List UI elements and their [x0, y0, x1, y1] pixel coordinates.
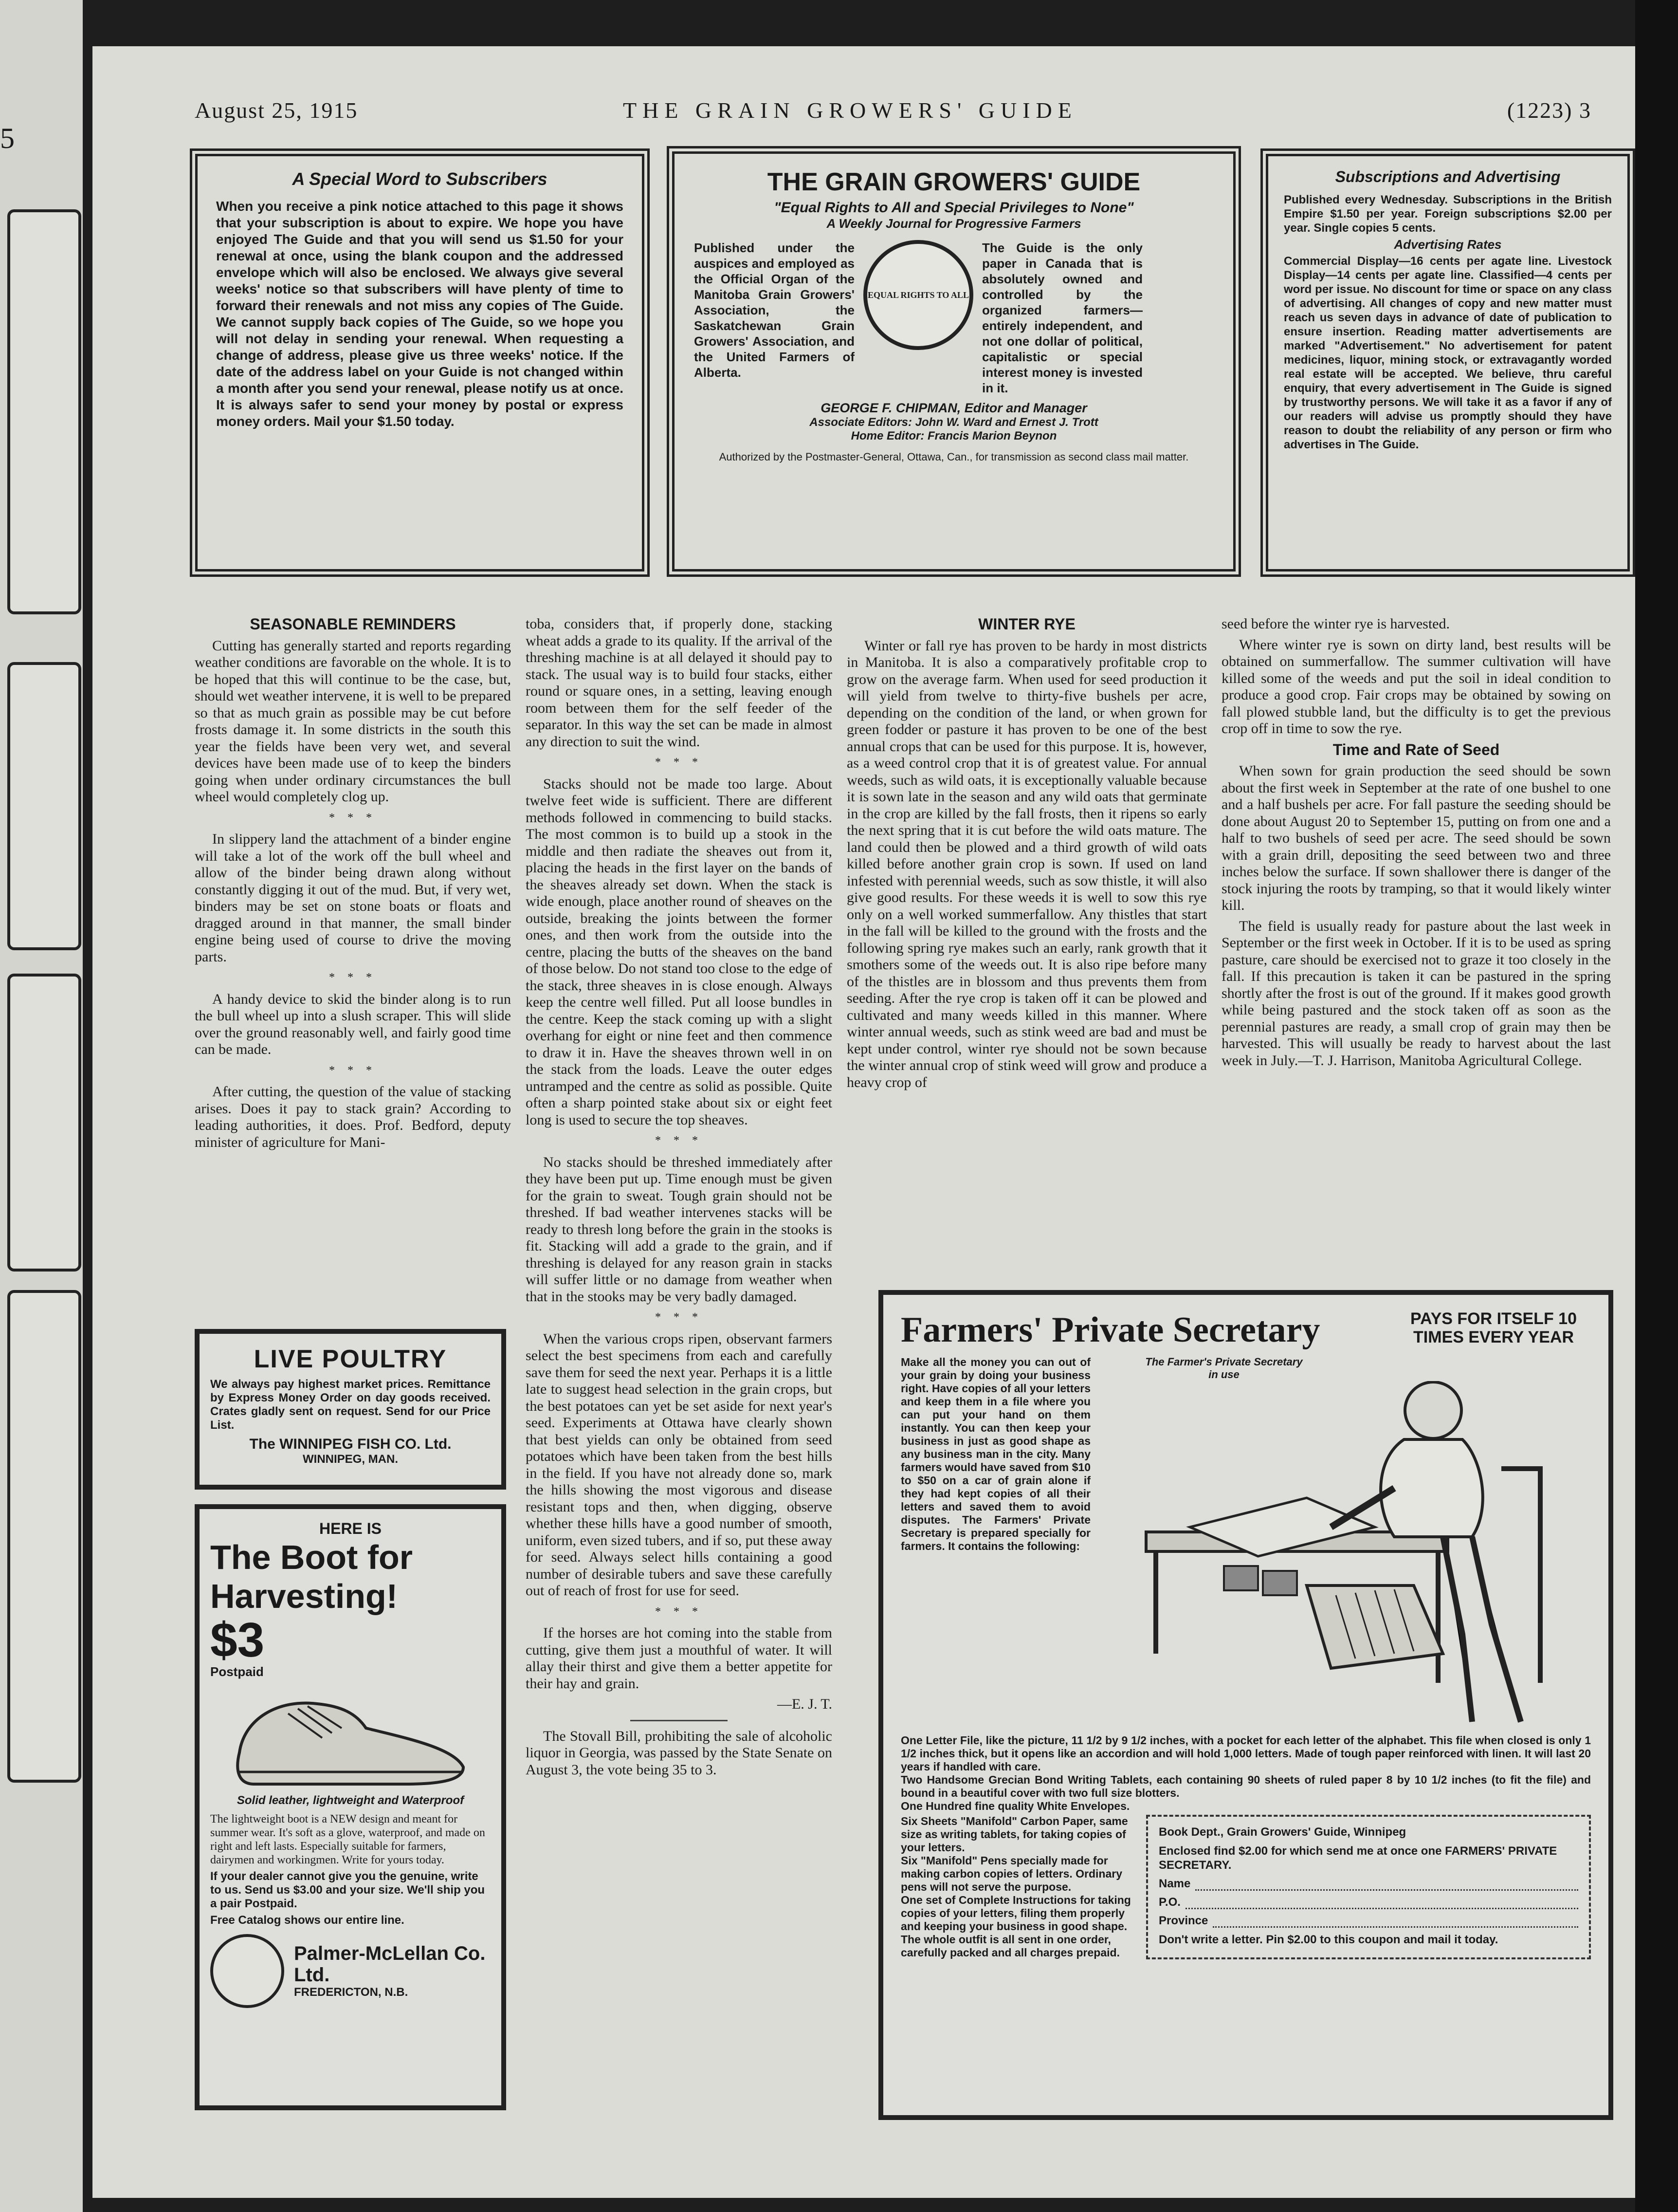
secretary-ad-item: The whole outfit is all sent in one order, carefully packed and all charges prepaid.	[901, 1933, 1120, 1959]
previous-page-number: 5	[0, 122, 15, 154]
secretary-ad-illustration-caption: The Farmer's Private Secretary in use	[1145, 1356, 1303, 1381]
article-paragraph: In slippery land the attachment of a binder engine will take a lot of the work off the bull wheel and allow of the binder being drawn along without constantly digging it out of the mud. But, if very wet, binders may be set on stone boats or floats and dragged around in that manner, the small binder engine being used of course to drive the moving parts.	[195, 831, 511, 965]
boot-ad-price: $3	[210, 1613, 265, 1667]
article-winter-rye	[847, 616, 1207, 1095]
secretary-ad-item: Six "Manifold" Pens specially made for making carbon copies of letters. Ordinary pens will not serve the purpose.	[901, 1854, 1123, 1893]
coupon-province-label: Province	[1159, 1914, 1208, 1927]
masthead-associates: Associate Editors: John W. Ward and Ernest J. Trott	[809, 416, 1098, 429]
masthead-subtitle: A Weekly Journal for Progressive Farmers	[826, 216, 1081, 231]
previous-page-ad-box	[7, 1290, 81, 1783]
coupon-heading: Book Dept., Grain Growers' Guide, Winnipeg	[1159, 1825, 1406, 1839]
previous-page-ad-box	[7, 209, 81, 614]
boot-ad-intro: HERE IS	[319, 1520, 382, 1537]
previous-page-ad-box	[7, 974, 81, 1272]
article-paragraph: seed before the winter rye is harvested.	[1222, 616, 1450, 632]
coupon-name-label: Name	[1159, 1877, 1191, 1890]
section-separator: * * *	[655, 1134, 703, 1147]
article-subheading: Time and Rate of Seed	[1332, 740, 1500, 758]
secretary-ad-item: Six Sheets "Manifold" Carbon Paper, same size as writing tablets, for taking copies of your letters.	[901, 1815, 1128, 1854]
poultry-ad-city: WINNIPEG, MAN.	[303, 1453, 398, 1466]
boot-ad-caption: Solid leather, lightweight and Waterproof	[237, 1794, 464, 1807]
previous-page-ad-box	[7, 662, 81, 950]
section-separator: * * *	[329, 1064, 377, 1077]
article-heading: WINTER RYE	[978, 615, 1076, 633]
subscriptions-advertising-box	[1260, 148, 1635, 577]
article-paragraph: When sown for grain production the seed should be sown about the first week in September at the rate of one bushel to one and a half bushels per acre. For fall pasture the seeding should be done about August 20 to September 15, putting on from one and a half to two bushels of seed per acre. The seed should be sown with a grain drill, depositing the seed between two and three inches below the surface. If sown shallower there is danger of the stock injuring the roots by tramping, so that it would likely winter kill.	[1222, 763, 1611, 913]
boot-ad-postpaid: Postpaid	[210, 1664, 264, 1679]
masthead-home-editor: Home Editor: Francis Marion Beynon	[851, 429, 1057, 442]
masthead-box	[667, 146, 1241, 577]
equal-rights-seal-icon	[863, 240, 973, 350]
article-winter-rye-continued	[1222, 616, 1611, 1073]
coupon-name-field[interactable]	[1195, 1877, 1578, 1891]
article-paragraph: After cutting, the question of the value of stacking arises. Does it pay to stack grain? According to leading authorities, it does. Prof. Bedford, deputy minister of agriculture for Mani-	[195, 1084, 511, 1150]
boot-ad-body: The lightweight boot is a NEW design and meant for summer wear. It's soft as a glove, waterproof, and made on right and left lasts. Especially suitable for farmers, dairymen and workingmen. Write for yours today.	[210, 1813, 485, 1866]
article-paragraph: The field is usually ready for pasture about the last week in September or the first week in October. If it is to be used as spring pasture, care should be exercised not to graze it too closely in the fall. If this precaution is taken it can be pastured in the spring shortly after the frost is out of the ground. If it makes good growth while being pastured and the stock taken off as soon as the perennial pastures are ready, a small crop of grain may then be harvested. This will usually be ready to harvest about the last week in July.—T. J. Harrison, Manitoba Agricultural College.	[1222, 918, 1611, 1069]
subscribers-notice-body: When you receive a pink notice attached to this page it shows that your subscription is about to expire. We hope you have enjoyed The Guide and that you will send us $1.50 for your renewal at once, using the blank coupon and the addressed envelope which will also be enclosed. We always give several weeks' notice so that subscribers will have plenty of time to forward their renewals and not miss any copies of The Guide. We cannot supply back copies of The Guide, so we hope you will not delay in sending your renewal. When requesting a change of address, please give us three weeks' notice. If the date of the address label on your Guide is not changed within a month after you send your renewal, please notify us at once. It is always safer to send your money by postal or express money orders. Mail your $1.50 today.	[216, 199, 623, 429]
boot-ad-company: Palmer-McLellan Co. Ltd.	[294, 1943, 486, 1986]
masthead-editor: GEORGE F. CHIPMAN, Editor and Manager	[821, 401, 1087, 415]
masthead-right-text: The Guide is the only paper in Canada that is absolutely owned and controlled by the organized farmers—entirely independent, and not one dollar of political, capitalistic or special interest money is invested in it.	[982, 240, 1143, 395]
newspaper-page	[92, 46, 1635, 2198]
live-poultry-ad	[195, 1329, 506, 1490]
header-title: THE GRAIN GROWERS' GUIDE	[623, 98, 1077, 123]
subscribers-notice-title: A Special Word to Subscribers	[292, 169, 547, 189]
farmers-private-secretary-ad	[878, 1290, 1613, 2120]
article-stacking-continued	[526, 616, 832, 1782]
coupon-po-label: P.O.	[1159, 1896, 1181, 1909]
poultry-ad-title: LIVE POULTRY	[254, 1345, 447, 1373]
coupon-province-field[interactable]	[1213, 1914, 1578, 1928]
advertising-rates-body: Commercial Display—16 cents per agate line. Livestock Display—14 cents per agate line. Classified—4 cents per word per issue. No discount for time or space on any class of advertising. All changes of copy and new matter must reach us seven days in advance of date of publication to ensure insertion. Reading matter advertisements are marked "Advertisement." No advertisement for patent medicines, liquor, mining stock, or extravagantly worded real estate will be accepted. We believe, thru careful enquiry, that every advertisement in The Guide is signed by trustworthy persons. We will take it as a favor if any of our readers will advise us promptly should they have reason to doubt the reliability of any person or firm who advertises in The Guide.	[1284, 255, 1612, 451]
article-seasonable-reminders	[195, 616, 511, 1155]
boot-ad-city: FREDERICTON, N.B.	[294, 1986, 408, 1999]
section-separator: * * *	[655, 756, 703, 769]
boot-ad-headline: The Boot for Harvesting!	[210, 1538, 413, 1615]
article-paragraph: Stacks should not be made too large. About twelve feet wide is sufficient. There are different methods followed in commencing to build stacks. The most common is to build up a stook in the middle and then radiate the sheaves out from it, placing the heads in the first layer on the bands of the sheaves already set down. When the stack is wide enough, place another round of sheaves on the outside, breaking the joints between the former ones, and then work from the outside into the centre, placing the butts of the sheaves on the band of those below. Do not stand too close to the edge of the stack, three sheaves in is close enough. Always keep the centre well filled. Put all loose bundles in the centre. Keep the stack coming up with a slight overhang for eight or nine feet and then commence to draw it in. Have the sheaves thrown well in on the stack from the loads. Leave the outer edges untramped and the centre as solid as possible. Quite often a sharp pointed stake about six or eight feet long is used to secure the top sheaves.	[526, 775, 832, 1128]
poultry-ad-company: The WINNIPEG FISH CO. Ltd.	[249, 1436, 452, 1452]
article-signature: —E. J. T.	[777, 1696, 832, 1712]
section-separator: * * *	[329, 811, 377, 824]
subscribers-notice-box	[190, 148, 650, 577]
farmer-at-desk-illustration-icon	[1102, 1381, 1569, 1732]
poultry-ad-body: We always pay highest market prices. Remittance by Express Money Order on day goods received. Crates gladly sent on request. Send for our Price List.	[210, 1378, 491, 1432]
secretary-ad-headline: Farmers' Private Secretary	[901, 1310, 1320, 1350]
coupon-instructions: Don't write a letter. Pin $2.00 to this coupon and mail it today.	[1159, 1933, 1498, 1946]
secretary-ad-body: Make all the money you can out of your grain by doing your business right. Have copies of all your letters and keep them in a file where you can put your hand on them instantly. You can then keep your business in just as good shape as any business man in the city. Many farmers would have saved from $10 to $50 on a car of grain alone if they had kept copies of all their letters and saved them to avoid disputes. The Farmers' Private Secretary is prepared specially for farmers. It contains the following:	[901, 1356, 1091, 1552]
article-paragraph: toba, considers that, if properly done, stacking wheat adds a grade to its quality. If the arrival of the threshing machine is at all delayed it should pay to stack. The usual way is to build four stacks, either round or square ones, in a setting, leaving enough room between them for the self feeder of the separator. In this way the set can be made in almost any direction to suit the wind.	[526, 616, 832, 750]
seal-text: EQUAL RIGHTS TO ALL	[868, 290, 969, 300]
article-paragraph: When the various crops ripen, observant farmers select the best specimens from each and carefully save them for seed the next year. Perhaps it is a little late to suggest head selection in the grain crops, but the best potatoes can yet be set aside for next year's seed. Experiments at Ottawa have clearly shown that best yields can only be obtained from seed potatoes which have been taken from the best hills in the field. If you have not already done so, mark the hills showing the most vigorous and disease resistant tops and then, when digging, observe whether these hills have a good number of smooth, uniform, even sized tubers, and if so, put these away for seed. Always select hills containing a good number of desirable tubers and save these carefully out of reach of frost for use for seed.	[526, 1330, 832, 1599]
secretary-ad-item: One set of Complete Instructions for taking copies of your letters, filing them properly and keeping your business in good shape.	[901, 1894, 1131, 1933]
boot-ad-catalog: Free Catalog shows our entire line.	[210, 1914, 404, 1927]
article-heading: SEASONABLE REMINDERS	[250, 615, 456, 633]
divider	[630, 1720, 728, 1721]
advertising-rates-title: Advertising Rates	[1394, 237, 1502, 252]
section-separator: * * *	[329, 971, 377, 984]
palmer-mclellan-logo-icon	[210, 1934, 284, 2008]
secretary-ad-tagline: PAYS FOR ITSELF 10 TIMES EVERY YEAR	[1410, 1309, 1577, 1346]
page-header	[195, 97, 1591, 131]
article-paragraph: No stacks should be threshed immediately after they have been put up. Time enough must be given for the grain to sweat. Tough grain should not be threshed. If bad weather intervenes stacks will be ready to thresh long before the grain in the stooks is fit. Stacking will add a grade to the grain, and if threshing is delayed for any reason grain in stacks will suffer little or no damage from weather when that in the stooks may be very badly damaged.	[526, 1154, 832, 1305]
secretary-ad-item: One Letter File, like the picture, 11 1/2 by 9 1/2 inches, with a pocket for each letter of the alphabet. This file when closed is only 1 1/2 inches thick, but it opens like an accordion and will hold 1,000 letters. Made of tough paper reinforced with linen. It will last 20 years if handled with care.	[901, 1734, 1591, 1773]
secretary-ad-item: Two Handsome Grecian Bond Writing Tablets, each containing 90 sheets of ruled paper 8 by 10 1/2 inches (to fit the file) and bound in a beautiful cover with two full size blotters.	[901, 1773, 1591, 1799]
article-paragraph: A handy device to skid the binder along is to run the bull wheel up into a slush scraper. This will slide over the ground reasonably well, and fairly good time can be made.	[195, 991, 511, 1057]
masthead-postal-authorization: Authorized by the Postmaster-General, Ottawa, Can., for transmission as second class mail matter.	[719, 451, 1189, 463]
section-separator: * * *	[655, 1311, 703, 1324]
article-paragraph: Where winter rye is sown on dirty land, best results will be obtained on summerfallow. The summer cultivation will have killed some of the weeds and put the soil in ideal condition to produce a good crop. Fair crops may be obtained by sowing on fall plowed stubble land, but the difficulty is to get the previous crop off in time to sow the rye.	[1222, 636, 1611, 737]
article-paragraph: Winter or fall rye has proven to be hardy in most districts in Manitoba. It is also a comparatively profitable crop to grow on the average farm. When used for seed production it will yield from twelve to thirty-five bushels per acre, depending on the condition of the land, or when grown for green fodder or pasture it has proven to be one of the best annual crops that can be used for this purpose. It is, however, as a weed control crop that it is of greatest value. For annual weeds, such as wild oats, it is exceptionally valuable because it is sown late in the season and any wild oats that germinate in the crop are killed by the fall frosts, then it ripens so early the next spring that it is cut before the wild oats mature. The land could then be plowed and a third growth of wild oats killed before another grain crop is sown. If used on land infested with perennial weeds, such as sow thistle, it will also give good results. For these weeds it is well to sow this rye only on a well worked summerfallow. Any thistles that start in the fall will be killed to the ground with the frosts and the following spring rye makes such an early, rank growth that it smothers some of the weeds out. It is also ripe before many of the thistles are in blossom and thus prevents them from seeding. After the rye crop is taken off it can be plowed and cultivated and many weeds killed in this manner. Where winter annual weeds, such as stink weed are bad and must be kept under control, winter rye should not be sown because the winter annual crop of stink weed will grow and produce a heavy crop of	[847, 637, 1207, 1090]
harvesting-boot-ad	[195, 1504, 506, 2110]
article-paragraph: The Stovall Bill, prohibiting the sale of alcoholic liquor in Georgia, was passed by the State Senate on August 3, the vote being 35 to 3.	[526, 1728, 832, 1778]
article-paragraph: If the horses are hot coming into the stable from cutting, give them just a mouthful of water. It will allay their thirst and give them a better appetite for their hay and grain.	[526, 1625, 832, 1692]
article-paragraph: Cutting has generally started and reports regarding weather conditions are favorable on the whole. It is to be hoped that this will continue to be the case, but, should wet weather intervene, it is well to be prepared so that as much grain as possible may be cut before frosts damage it. In some districts in the south this year the fields have been very wet, and several devices have been made use of to keep the binders going when under ordinary circumstances the bull wheel would completely clog up.	[195, 637, 511, 805]
scan-edge	[1635, 0, 1678, 2212]
masthead-motto: "Equal Rights to All and Special Privileges to None"	[774, 200, 1134, 216]
masthead-left-text: Published under the auspices and employed as the Official Organ of the Manitoba Grain Growers' Association, the Saskatchewan Grain Growers' Association, and the United Farmers of Alberta.	[694, 240, 855, 380]
order-coupon[interactable]	[1146, 1815, 1591, 1959]
secretary-ad-item: One Hundred fine quality White Envelopes.	[901, 1800, 1130, 1812]
boot-illustration-icon	[210, 1679, 483, 1791]
section-separator: * * *	[655, 1605, 703, 1618]
subscriptions-published: Published every Wednesday. Subscriptions in the British Empire $1.50 per year. Foreign subscriptions $2.00 per year. Single copies 5 cents.	[1284, 193, 1612, 235]
coupon-po-field[interactable]	[1186, 1896, 1578, 1909]
boot-ad-dealer-note: If your dealer cannot give you the genuine, write to us. Send us $3.00 and your size. We'll ship you a pair Postpaid.	[210, 1870, 485, 1910]
previous-page-strip	[0, 0, 83, 2212]
header-page-number: (1223) 3	[1507, 98, 1591, 123]
subscriptions-title: Subscriptions and Advertising	[1335, 168, 1561, 185]
masthead-title: THE GRAIN GROWERS' GUIDE	[767, 168, 1141, 196]
header-date: August 25, 1915	[195, 98, 358, 123]
coupon-text: Enclosed find $2.00 for which send me at once one FARMERS' PRIVATE SECRETARY.	[1159, 1844, 1557, 1872]
